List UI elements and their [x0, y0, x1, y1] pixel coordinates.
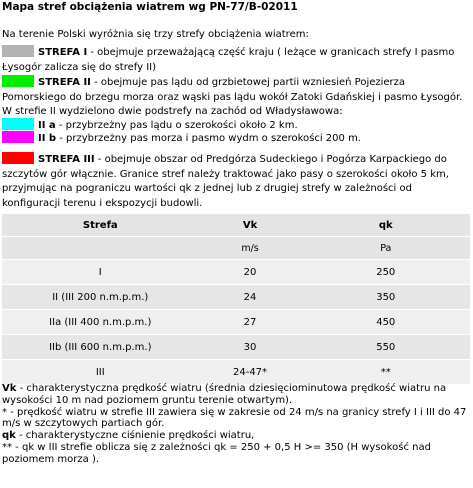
row-vk: 27	[199, 310, 302, 335]
row-zone: IIb (III 600 n.m.p.m.)	[2, 335, 199, 360]
zone-2-description	[2, 75, 470, 120]
row-qk: 450	[302, 310, 471, 335]
header-vk: Vk	[199, 214, 302, 237]
zone-1-text: - obejmuje przeważającą część kraju ( leżące w granicach strefy I pasmo Łysogór zalicza się do strefy II)	[2, 47, 455, 73]
note-vk-label: Vk	[2, 383, 17, 394]
note-qk: qk - charakterystyczne ciśnienie prędkości wiatru,	[2, 430, 255, 442]
table-row	[2, 285, 470, 310]
zone-1-label: STREFA I	[38, 47, 88, 58]
table-units-row	[2, 237, 470, 260]
zone-2a-label: II a	[38, 120, 56, 131]
unit-qk: Pa	[302, 237, 471, 260]
row-qk: **	[302, 360, 471, 385]
table-row	[2, 260, 470, 285]
zone-2a-text: - przybrzeżny pas lądu o szerokości około 2 km.	[55, 120, 298, 131]
row-vk: 24	[199, 285, 302, 310]
zone-3-description	[2, 152, 470, 211]
row-zone: I	[2, 260, 199, 285]
intro-text: Na terenie Polski wyróżnia się trzy strefy obciążenia wiatrem:	[2, 29, 309, 40]
row-qk: 250	[302, 260, 471, 285]
table-row	[2, 310, 470, 335]
zone-2b-description	[2, 131, 470, 147]
row-qk: 350	[302, 285, 471, 310]
header-qk: qk	[302, 214, 471, 237]
row-vk: 24-47*	[199, 360, 302, 385]
page-title: Mapa stref obciążenia wiatrem wg PN-77/B-02011	[2, 1, 298, 13]
zone-2-label: STREFA II	[38, 77, 91, 88]
note-star: * - prędkość wiatru w strefie III zawiera się w zakresie od 24 m/s na granicy strefy I i III do 47 m/s w szczytowych partiach gór.	[2, 406, 467, 430]
header-zone: Strefa	[2, 214, 199, 237]
note-vk: Vk - charakterystyczna prędkość wiatru (średnia dziesięciominutowa prędkość wiatru na wysokości 10 m nad poziomem gruntu terenie otwartym).	[2, 383, 447, 406]
zone-2a-swatch	[2, 118, 34, 130]
zone-2b-text: - przybrzeżny pas morza i pasmo wydm o szerokości 200 m.	[56, 133, 361, 144]
table-row	[2, 360, 470, 385]
table-row	[2, 335, 470, 360]
wind-load-table	[2, 214, 470, 385]
row-qk: 550	[302, 335, 471, 360]
notes-section	[2, 383, 472, 466]
row-vk: 20	[199, 260, 302, 285]
zone-2-swatch	[2, 75, 34, 87]
table-header-row	[2, 214, 470, 237]
row-zone: IIa (III 400 n.m.p.m.)	[2, 310, 199, 335]
row-zone: II (III 200 n.m.p.m.)	[2, 285, 199, 310]
zone-3-label: STREFA III	[38, 154, 95, 165]
zone-2b-label: II b	[38, 133, 57, 144]
zone-1-description	[2, 45, 470, 75]
note-double-star: ** - qk w III strefie oblicza się z zależności qk = 250 + 0,5 H >= 350 (H wysokość nad poziomem morza ).	[2, 441, 431, 465]
unit-vk: m/s	[199, 237, 302, 260]
note-qk-label: qk	[2, 430, 16, 442]
zone-2b-swatch	[2, 131, 34, 143]
zone-3-swatch	[2, 152, 34, 164]
zone-2-text: - obejmuje pas lądu od grzbietowej partii wzniesień Pojezierza Pomorskiego do brzegu morza oraz wąski pas lądu wokół Zatoki Gdańskiej i pasmo Łysogór. W strefie II wydzielono dwie podstrefy na zachód od Władysławowa:	[2, 77, 463, 117]
row-vk: 30	[199, 335, 302, 360]
row-zone: III	[2, 360, 199, 385]
zone-3-text: - obejmuje obszar od Predgórza Sudeckiego i Pogórza Karpackiego do szczytów gór włącznie. Granice stref należy traktować jako pasy o szerokości około 5 km, przyjmując na pograniczu wartości qk z jednej lub z drugiej strefy w zależności od konfiguracji terenu i ekspozycji budowli.	[2, 154, 449, 209]
zone-1-swatch	[2, 45, 34, 57]
